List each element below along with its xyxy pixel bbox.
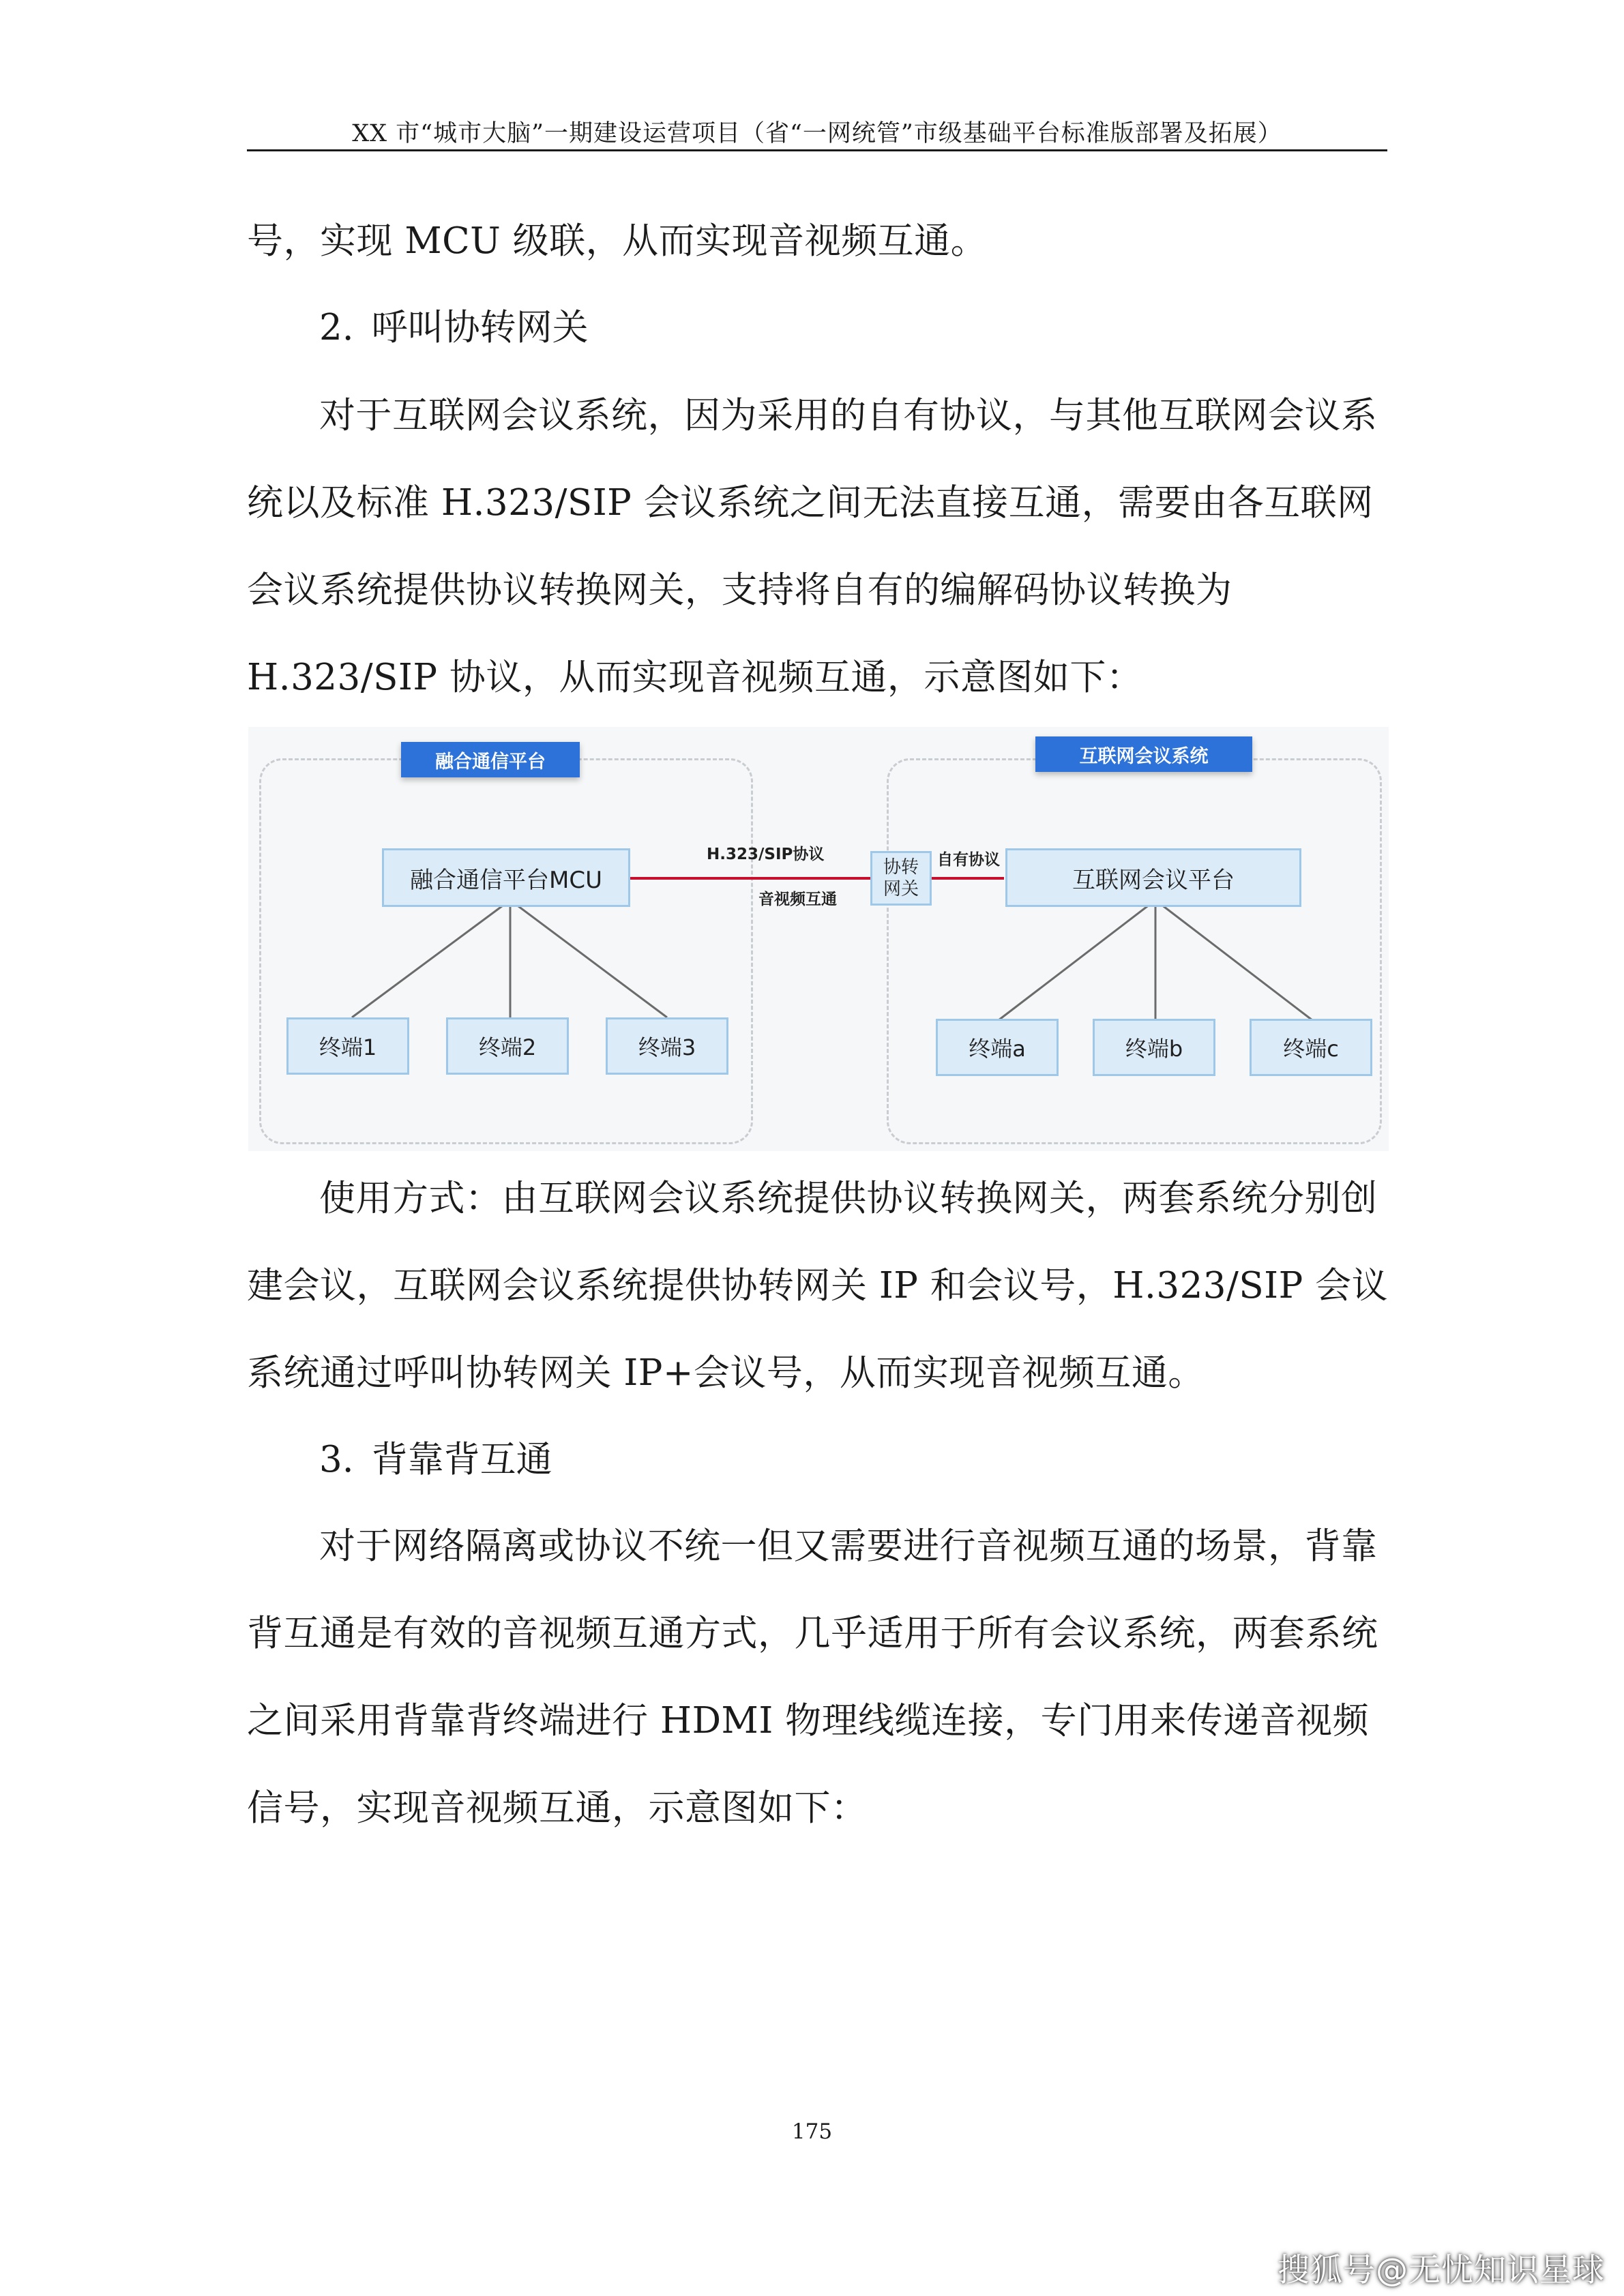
section-3-paragraph: 对于网络隔离或协议不统一但又需要进行音视频互通的场景，背靠背互通是有效的音视频互通方式，几乎适用于所有会议系统，两套系统之间采用背靠背终端进行 HDMI 物理线缆连接，专门用来传递音视频信号，实现音视频互通，示意图如下： <box>247 1525 1378 1829</box>
gateway-diagram <box>248 727 1389 1151</box>
terminal-c: 终端c <box>1250 1019 1372 1076</box>
internet-conference-platform-node: 互联网会议平台 <box>1005 848 1301 907</box>
protocol-gateway-node <box>870 851 932 906</box>
right-connector-a <box>999 900 1155 1020</box>
section-2-paragraph: 对于互联网会议系统，因为采用的自有协议，与其他互联网会议系统以及标准 H.323/SIP 会议系统之间无法直接互通，需要由各互联网会议系统提供协议转换网关，支持将自有的编解码协议转换为 H.323/SIP 协议，从而实现音视频互通，示意图如下： <box>247 395 1378 698</box>
section-3-title: 背靠背互通 <box>371 1439 552 1480</box>
usage-paragraph: 使用方式：由互联网会议系统提供协议转换网关，两套系统分别创建会议，互联网会议系统提供协转网关 IP 和会议号，H.323/SIP 会议系统通过呼叫协转网关 IP+会议号，从而实现音视频互通。 <box>247 1178 1389 1394</box>
terminal-b: 终端b <box>1093 1019 1215 1076</box>
paragraph-continuation: 号，实现 MCU 级联，从而实现音视频互通。 <box>247 220 988 262</box>
gateway-label-line2: 网关 <box>883 879 919 899</box>
left-connector-3 <box>510 900 667 1017</box>
gateway-label-line1: 协转 <box>883 857 919 878</box>
terminal-3: 终端3 <box>606 1017 728 1075</box>
right-group-title: 互联网会议系统 <box>1035 736 1252 772</box>
watermark: 搜狐号@无忧知识星球 <box>1278 2252 1605 2289</box>
link-label-protocol: H.323/SIP协议 <box>707 846 825 863</box>
header-rule <box>247 149 1387 151</box>
mcu-node: 融合通信平台MCU <box>382 848 630 907</box>
section-2-title: 呼叫协转网关 <box>371 307 589 348</box>
link-label-av: 音视频互通 <box>758 891 837 908</box>
section-3-heading <box>319 1416 552 1504</box>
left-connector-1 <box>352 900 510 1017</box>
document-header: XX 市“城市大脑”一期建设运营项目（省“一网统管”市级基础平台标准版部署及拓展） <box>352 120 1282 147</box>
section-2-heading <box>319 284 589 372</box>
link-label-own-protocol: 自有协议 <box>937 851 1000 869</box>
terminal-a: 终端a <box>936 1019 1059 1076</box>
section-3-number: 3. <box>319 1439 354 1480</box>
section-2-number: 2. <box>319 307 354 348</box>
right-connector-c <box>1155 900 1312 1020</box>
terminal-1: 终端1 <box>286 1017 409 1075</box>
diagram-connectors <box>248 727 1389 1151</box>
page-number: 175 <box>791 2119 833 2144</box>
left-group-title: 融合通信平台 <box>401 742 580 777</box>
terminal-2: 终端2 <box>446 1017 569 1075</box>
